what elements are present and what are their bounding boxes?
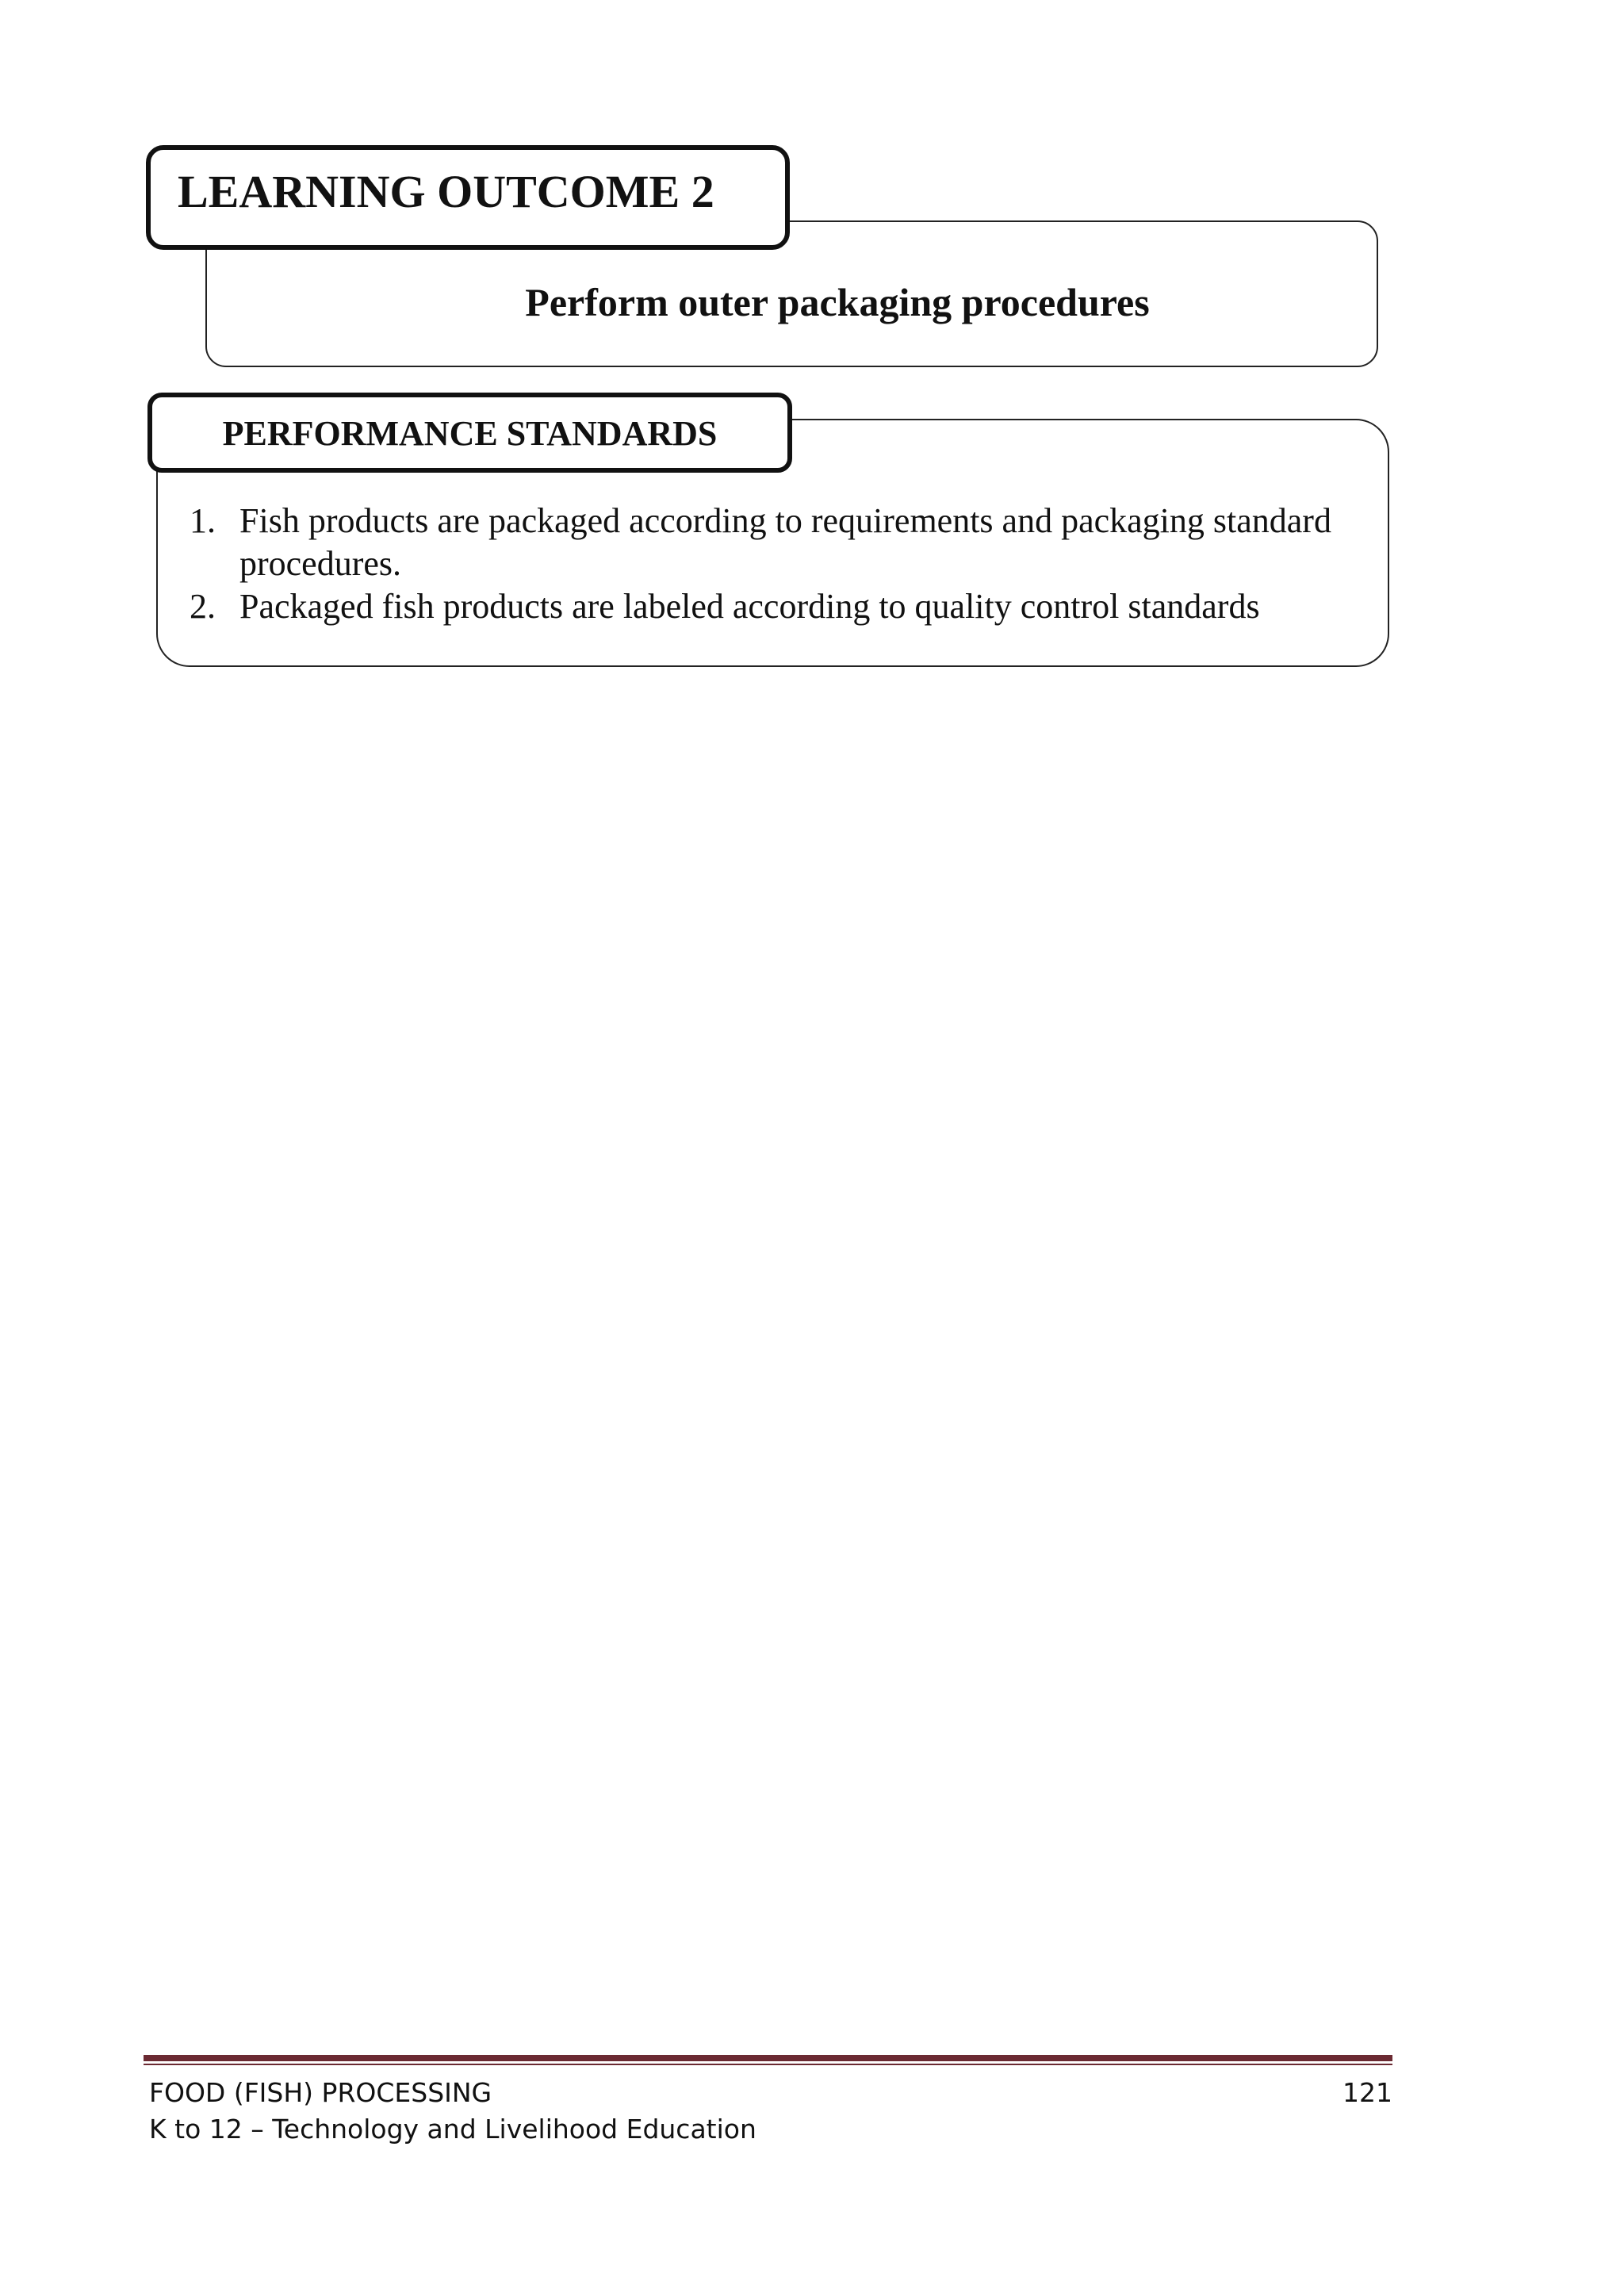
footer-text — [149, 2075, 756, 2148]
learning-outcome-subtitle: Perform outer packaging procedures — [525, 280, 1150, 324]
performance-standards-title: PERFORMANCE STANDARDS — [222, 414, 718, 453]
learning-outcome-title: LEARNING OUTCOME 2 — [178, 166, 714, 217]
performance-standards-list — [190, 500, 1365, 628]
footer-program: K to 12 – Technology and Livelihood Education — [149, 2114, 756, 2145]
list-item-text: Packaged fish products are labeled according to quality control standards — [239, 587, 1260, 626]
footer-rule-thin — [144, 2064, 1392, 2065]
performance-standards-tab — [147, 393, 792, 473]
learning-outcome-tab — [146, 145, 790, 250]
list-item-number: 1. — [190, 501, 216, 540]
list-item-number: 2. — [190, 587, 216, 626]
page-number: 121 — [1342, 2077, 1392, 2108]
list-item — [190, 585, 1365, 628]
list-item — [190, 500, 1365, 585]
footer-course: FOOD (FISH) PROCESSING — [149, 2077, 492, 2108]
footer-rule — [144, 2055, 1392, 2061]
list-item-text: Fish products are packaged according to requirements and packaging standard procedures. — [239, 501, 1331, 583]
